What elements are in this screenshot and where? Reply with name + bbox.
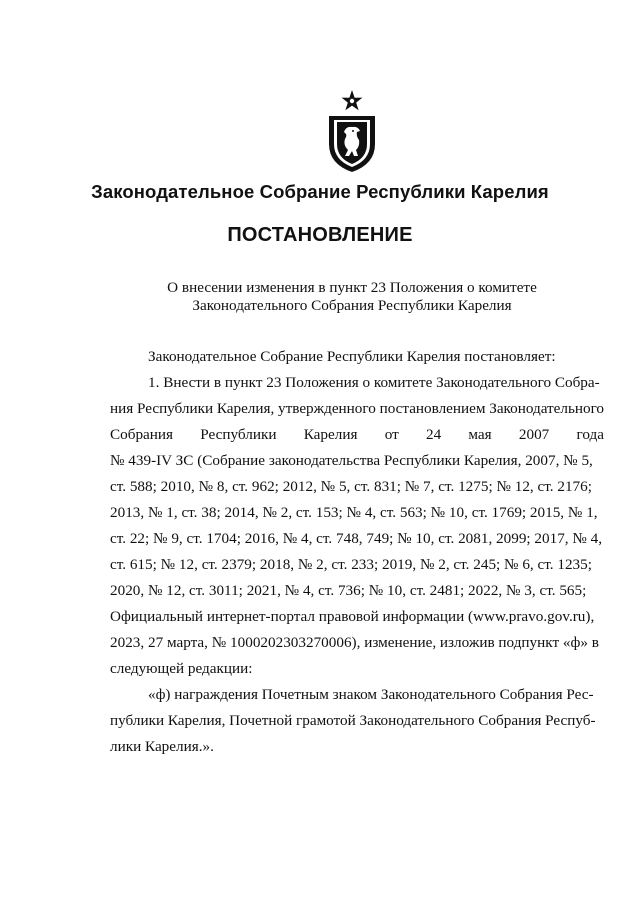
subject-line: О внесении изменения в пункт 23 Положения о комитете [167, 279, 537, 296]
word: Собрания [110, 426, 174, 443]
paragraph-line: лики Карелия.». [110, 738, 214, 755]
preamble-text: Законодательное Собрание Республики Карелия постановляет: [148, 348, 556, 365]
paragraph-line [110, 422, 604, 448]
word: мая [468, 426, 492, 443]
word: 24 [425, 426, 442, 443]
subject-line: Законодательного Собрания Республики Карелия [192, 297, 512, 314]
paragraph-line: № 439-IV ЗС (Собрание законодательства Республики Карелия, 2007, № 5, [110, 452, 593, 469]
word: года [576, 426, 604, 443]
clause-1-paragraph [110, 370, 604, 682]
document-type-title: ПОСТАНОВЛЕНИЕ [227, 224, 413, 246]
paragraph-line: ния Республики Карелия, утвержденного постановлением Законодательного [110, 400, 604, 417]
paragraph-line: 2023, 27 марта, № 1000202303270006), изменение, изложив подпункт «ф» в [110, 634, 599, 651]
paragraph-line: ст. 615; № 12, ст. 2379; 2018, № 2, ст. 233; 2019, № 2, ст. 245; № 6, ст. 1235; [110, 556, 592, 573]
document-subject [0, 279, 640, 315]
paragraph-line: Официальный интернет-портал правовой информации (www.pravo.gov.ru), [110, 608, 595, 625]
word: Карелия [303, 426, 358, 443]
word: от [384, 426, 399, 443]
paragraph-line: 2020, № 12, ст. 3011; 2021, № 4, ст. 736; № 10, ст. 2481; 2022, № 3, ст. 565; [110, 582, 587, 599]
paragraph-line: публики Карелия, Почетной грамотой Законодательного Собрания Респуб- [110, 712, 596, 729]
preamble-paragraph [110, 344, 604, 370]
organization-name: Законодательное Собрание Республики Карелия [91, 181, 549, 202]
amendment-text-paragraph [110, 682, 604, 760]
paragraph-line: 2013, № 1, ст. 38; 2014, № 2, ст. 153; № 4, ст. 563; № 10, ст. 1769; 2015, № 1, [110, 504, 598, 521]
paragraph-line: ст. 588; 2010, № 8, ст. 962; 2012, № 5, ст. 831; № 7, ст. 1275; № 12, ст. 2176; [110, 478, 592, 495]
word: 2007 [518, 426, 550, 443]
paragraph-line: ст. 22; № 9, ст. 1704; 2016, № 4, ст. 748, 749; № 10, ст. 2081, 2099; 2017, № 4, [110, 530, 603, 547]
word: Республики [200, 426, 277, 443]
paragraph-line: следующей редакции: [110, 660, 253, 677]
coat-of-arms-icon [326, 88, 378, 174]
paragraph-line: «ф) награждения Почетным знаком Законодательного Собрания Рес- [148, 686, 594, 703]
paragraph-line: 1. Внести в пункт 23 Положения о комитете Законодательного Собра- [148, 374, 600, 391]
